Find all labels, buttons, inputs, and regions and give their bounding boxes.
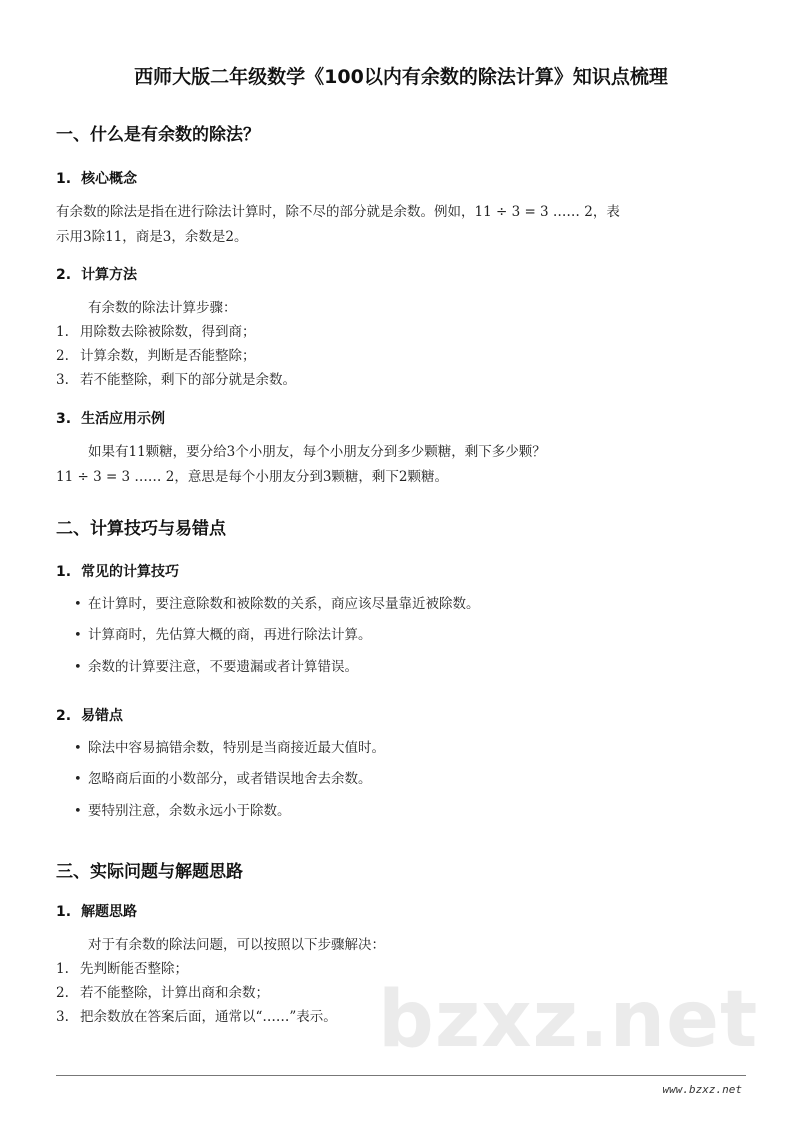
- method-step-2: [56, 344, 256, 364]
- method-intro: 有余数的除法计算步骤：: [88, 300, 237, 316]
- footer-url: www.bzxz.net: [662, 1083, 742, 1096]
- tip-bullet-3: [74, 655, 358, 675]
- watermark-logo: bzxz.net: [378, 975, 759, 1065]
- example-line: 11 ÷ 3 = 3 …… 2，意思是每个小朋友分到3颗糖，剩下2颗糖。: [56, 469, 448, 485]
- subsection-title: 常见的计算技巧: [81, 564, 180, 580]
- solving-step-3: [56, 1005, 337, 1025]
- example-intro: 如果有11颗糖，要分给3个小朋友，每个小朋友分到多少颗糖，剩下多少颗？: [88, 444, 546, 460]
- subsection-title: 易错点: [81, 708, 124, 724]
- step-number: 3.: [56, 372, 69, 388]
- subsection-number: 1.: [56, 904, 72, 920]
- subsection-number: 2.: [56, 267, 72, 283]
- document-title: 西师大版二年级数学《100以内有余数的除法计算》知识点梳理: [134, 66, 668, 88]
- solving-step-1: [56, 957, 188, 977]
- section-heading-2: 二、计算技巧与易错点: [56, 519, 226, 539]
- mistake-bullet-2: [74, 767, 372, 787]
- step-number: 3.: [56, 1009, 69, 1025]
- subsection-heading-2-2: [56, 705, 123, 725]
- subsection-title: 解题思路: [81, 904, 138, 920]
- mistake-bullet-1: [74, 736, 385, 756]
- step-text: 若不能整除，计算出商和余数；: [80, 985, 269, 1001]
- mistake-bullet-3: [74, 799, 291, 819]
- bullet-text: 除法中容易搞错余数，特别是当商接近最大值时。: [88, 740, 385, 756]
- section-heading-1: 一、什么是有余数的除法？: [56, 125, 260, 145]
- bullet-dot: •: [74, 772, 82, 787]
- solving-intro: 对于有余数的除法问题，可以按照以下步骤解决：: [88, 937, 385, 953]
- bullet-dot: •: [74, 660, 82, 675]
- tip-bullet-1: [74, 592, 480, 612]
- bullet-dot: •: [74, 597, 82, 612]
- bullet-dot: •: [74, 804, 82, 819]
- subsection-heading-1-3: [56, 408, 165, 428]
- subsection-title: 核心概念: [81, 171, 138, 187]
- subsection-title: 计算方法: [81, 267, 138, 283]
- step-text: 若不能整除，剩下的部分就是余数。: [80, 372, 296, 388]
- bullet-text: 余数的计算要注意，不要遗漏或者计算错误。: [88, 659, 358, 675]
- method-step-1: [56, 320, 256, 340]
- bullet-text: 忽略商后面的小数部分，或者错误地舍去余数。: [88, 771, 372, 787]
- step-text: 把余数放在答案后面，通常以“……”表示。: [80, 1009, 337, 1025]
- subsection-number: 1.: [56, 171, 72, 187]
- subsection-heading-2-1: [56, 561, 179, 581]
- subsection-number: 1.: [56, 564, 72, 580]
- method-step-3: [56, 368, 296, 388]
- step-number: 1.: [56, 324, 69, 340]
- subsection-title: 生活应用示例: [81, 411, 166, 427]
- solving-step-2: [56, 981, 269, 1001]
- concept-paragraph-line-2: 示用3除11，商是3，余数是2。: [56, 229, 248, 245]
- step-text: 用除数去除被除数，得到商；: [80, 324, 256, 340]
- step-text: 计算余数，判断是否能整除；: [80, 348, 256, 364]
- tip-bullet-2: [74, 623, 372, 643]
- subsection-heading-3-1: [56, 901, 137, 921]
- subsection-number: 2.: [56, 708, 72, 724]
- bullet-text: 计算商时，先估算大概的商，再进行除法计算。: [88, 627, 372, 643]
- bullet-text: 在计算时，要注意除数和被除数的关系，商应该尽量靠近被除数。: [88, 596, 480, 612]
- bullet-text: 要特别注意，余数永远小于除数。: [88, 803, 291, 819]
- bullet-dot: •: [74, 741, 82, 756]
- footer-divider: [56, 1075, 746, 1076]
- step-number: 1.: [56, 961, 69, 977]
- subsection-heading-1-1: [56, 168, 137, 188]
- concept-paragraph-line-1: 有余数的除法是指在进行除法计算时，除不尽的部分就是余数。例如，11 ÷ 3 = 3 …… 2，表: [56, 204, 620, 220]
- step-number: 2.: [56, 348, 69, 364]
- section-heading-3: 三、实际问题与解题思路: [56, 862, 243, 882]
- subsection-number: 3.: [56, 411, 72, 427]
- step-number: 2.: [56, 985, 69, 1001]
- subsection-heading-1-2: [56, 264, 137, 284]
- bullet-dot: •: [74, 628, 82, 643]
- step-text: 先判断能否整除；: [80, 961, 188, 977]
